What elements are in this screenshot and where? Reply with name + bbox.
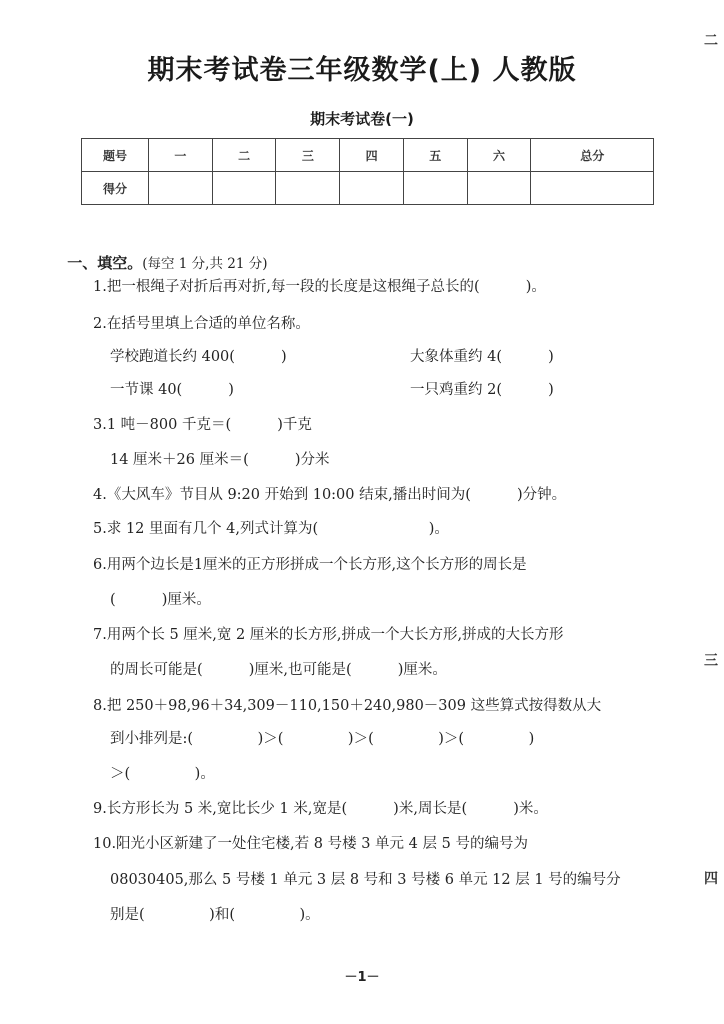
score-table-score-row bbox=[82, 172, 654, 205]
question-3: 3.1 吨－800 千克＝( )千克 bbox=[93, 417, 312, 433]
cell-score-q2 bbox=[212, 172, 276, 205]
cell-score-q5 bbox=[403, 172, 467, 205]
question-8-cont: 到小排列是:( )＞( )＞( )＞( ) bbox=[110, 731, 535, 747]
question-2-item-b: 大象体重约 4( ) bbox=[410, 349, 554, 365]
cell-q3: 三 bbox=[276, 139, 340, 172]
score-table-header-row bbox=[82, 139, 654, 172]
question-1: 1.把一根绳子对折后再对折,每一段的长度是这根绳子总长的( )。 bbox=[93, 279, 546, 295]
cell-score-q3 bbox=[276, 172, 340, 205]
question-5: 5.求 12 里面有几个 4,列式计算为( )。 bbox=[93, 521, 449, 537]
question-8: 8.把 250＋98,96＋34,309－110,150＋240,980－309 这些算式按得数从大 bbox=[93, 698, 602, 714]
question-7: 7.用两个长 5 厘米,宽 2 厘米的长方形,拼成一个大长方形,拼成的大长方形 bbox=[93, 627, 564, 643]
cell-question-number-label: 题号 bbox=[82, 139, 149, 172]
question-8-cont-2: ＞( )。 bbox=[110, 766, 215, 782]
exam-sub-title: 期末考试卷(一) bbox=[310, 110, 414, 128]
margin-mark-two: 二 bbox=[704, 33, 718, 49]
cell-score-q6 bbox=[467, 172, 531, 205]
cell-q5: 五 bbox=[403, 139, 467, 172]
question-6-cont: ( )厘米。 bbox=[110, 592, 211, 608]
question-3-part-b: 14 厘米＋26 厘米＝( )分米 bbox=[110, 452, 330, 468]
question-2: 2.在括号里填上合适的单位名称。 bbox=[93, 316, 310, 332]
cell-score-q4 bbox=[340, 172, 404, 205]
question-2-item-a: 学校跑道长约 400( ) bbox=[110, 349, 287, 365]
question-7-cont: 的周长可能是( )厘米,也可能是( )厘米。 bbox=[110, 662, 447, 678]
cell-q6: 六 bbox=[467, 139, 531, 172]
question-10-cont-2: 别是( )和( )。 bbox=[110, 907, 320, 923]
question-10-cont: 08030405,那么 5 号楼 1 单元 3 层 8 号和 3 号楼 6 单元 12 层 1 号的编号分 bbox=[110, 872, 621, 888]
margin-mark-four: 四 bbox=[704, 871, 718, 887]
question-4: 4.《大风车》节目从 9:20 开始到 10:00 结束,播出时间为( )分钟。 bbox=[93, 487, 567, 503]
section-title: 一、填空。 bbox=[67, 254, 143, 272]
page-number: －1－ bbox=[344, 970, 380, 985]
question-9: 9.长方形长为 5 米,宽比长少 1 米,宽是( )米,周长是( )米。 bbox=[93, 801, 548, 817]
margin-mark-three: 三 bbox=[704, 653, 718, 669]
cell-q4: 四 bbox=[340, 139, 404, 172]
question-2-item-d: 一只鸡重约 2( ) bbox=[410, 382, 554, 398]
cell-q2: 二 bbox=[212, 139, 276, 172]
cell-total-label: 总分 bbox=[531, 139, 654, 172]
exam-main-title: 期末考试卷三年级数学(上) 人教版 bbox=[147, 55, 577, 86]
question-6: 6.用两个边长是1厘米的正方形拼成一个长方形,这个长方形的周长是 bbox=[93, 557, 527, 573]
question-10: 10.阳光小区新建了一处住宅楼,若 8 号楼 3 单元 4 层 5 号的编号为 bbox=[93, 836, 528, 852]
score-table bbox=[81, 138, 654, 205]
cell-q1: 一 bbox=[149, 139, 213, 172]
section-score-note: (每空 1 分,共 21 分) bbox=[142, 256, 268, 272]
question-2-item-c: 一节课 40( ) bbox=[110, 382, 234, 398]
cell-score-label: 得分 bbox=[82, 172, 149, 205]
cell-score-total bbox=[531, 172, 654, 205]
section-heading-fill-blank bbox=[58, 236, 268, 273]
cell-score-q1 bbox=[149, 172, 213, 205]
